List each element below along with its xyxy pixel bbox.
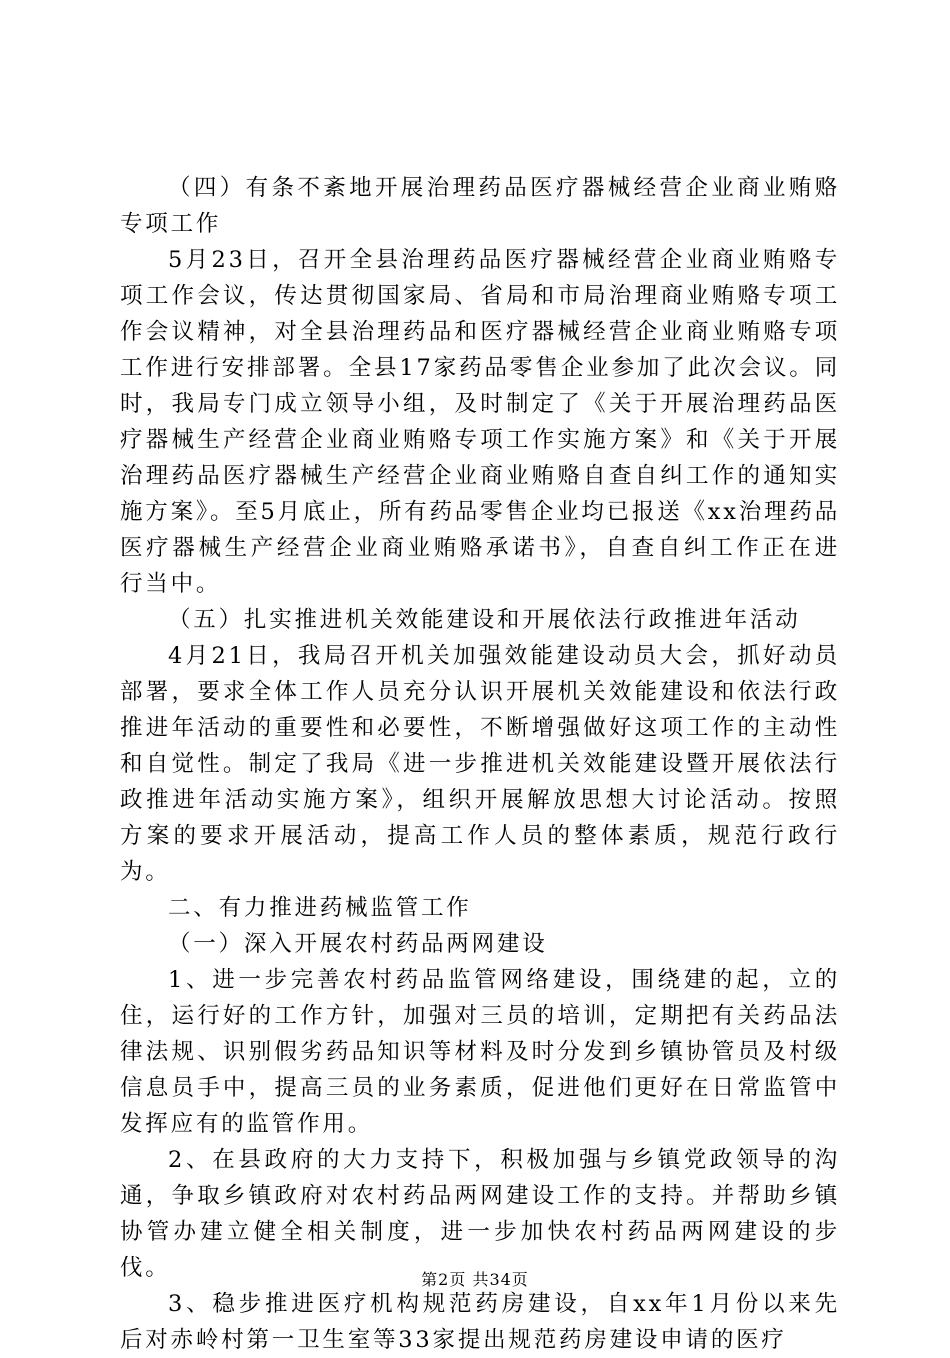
page-number-footer: 第2页 共34页 — [421, 1270, 529, 1289]
section-heading-5: （五）扎实推进机关效能建设和开展依法行政推进年活动 — [168, 607, 801, 633]
paragraph-item-2: 2、在县政府的大力支持下，积极加强与乡镇党政领导的沟通，争取乡镇政府对农村药品两网建设工作的支持。并帮助乡镇协管办建立健全相关制度，进一步加快农村药品两网建设的步伐。 — [120, 1147, 840, 1281]
subsection-heading-1: （一）深入开展农村药品两网建设 — [168, 931, 548, 957]
section-heading-4: （四）有条不紊地开展治理药品医疗器械经营企业商业贿赂专项工作 — [120, 175, 840, 237]
paragraph-efficiency-building: 4月21日，我局召开机关加强效能建设动员大会，抓好动员部署，要求全体工作人员充分认识开展机关效能建设和依法行政推进年活动的重要性和必要性，不断增强做好这项工作的主动性和自觉性。制定了我局《进一步推进机关效能建设暨开展依法行政推进年活动实施方案》，组织开展解放思想大讨论活动。按照方案的要求开展活动，提高工作人员的整体素质，规范行政行为。 — [120, 643, 840, 885]
section-heading-2: 二、有力推进药械监管工作 — [168, 895, 472, 921]
document-body — [120, 170, 840, 1358]
paragraph-commercial-bribery: 5月23日，召开全县治理药品医疗器械经营企业商业贿赂专项工作会议，传达贯彻国家局、省局和市局治理商业贿赂专项工作会议精神，对全县治理药品和医疗器械经营企业商业贿赂专项工作进行安排部署。全县17家药品零售企业参加了此次会议。同时，我局专门成立领导小组，及时制定了《关于开展治理药品医疗器械生产经营企业商业贿赂专项工作实施方案》和《关于开展治理药品医疗器械生产经营企业商业贿赂自查自纠工作的通知实施方案》。至5月底止，所有药品零售企业均已报送《xx治理药品医疗器械生产经营企业商业贿赂承诺书》，自查自纠工作正在进行当中。 — [120, 247, 840, 597]
paragraph-item-3: 3、稳步推进医疗机构规范药房建设，自xx年1月份以来先后对赤岭村第一卫生室等33家提出规范药房建设申请的医疗 — [120, 1291, 840, 1353]
paragraph-item-1: 1、进一步完善农村药品监管网络建设，围绕建的起，立的住，运行好的工作方针，加强对三员的培训，定期把有关药品法律法规、识别假劣药品知识等材料及时分发到乡镇协管员及村级信息员手中，提高三员的业务素质，促进他们更好在日常监管中发挥应有的监管作用。 — [120, 967, 840, 1137]
